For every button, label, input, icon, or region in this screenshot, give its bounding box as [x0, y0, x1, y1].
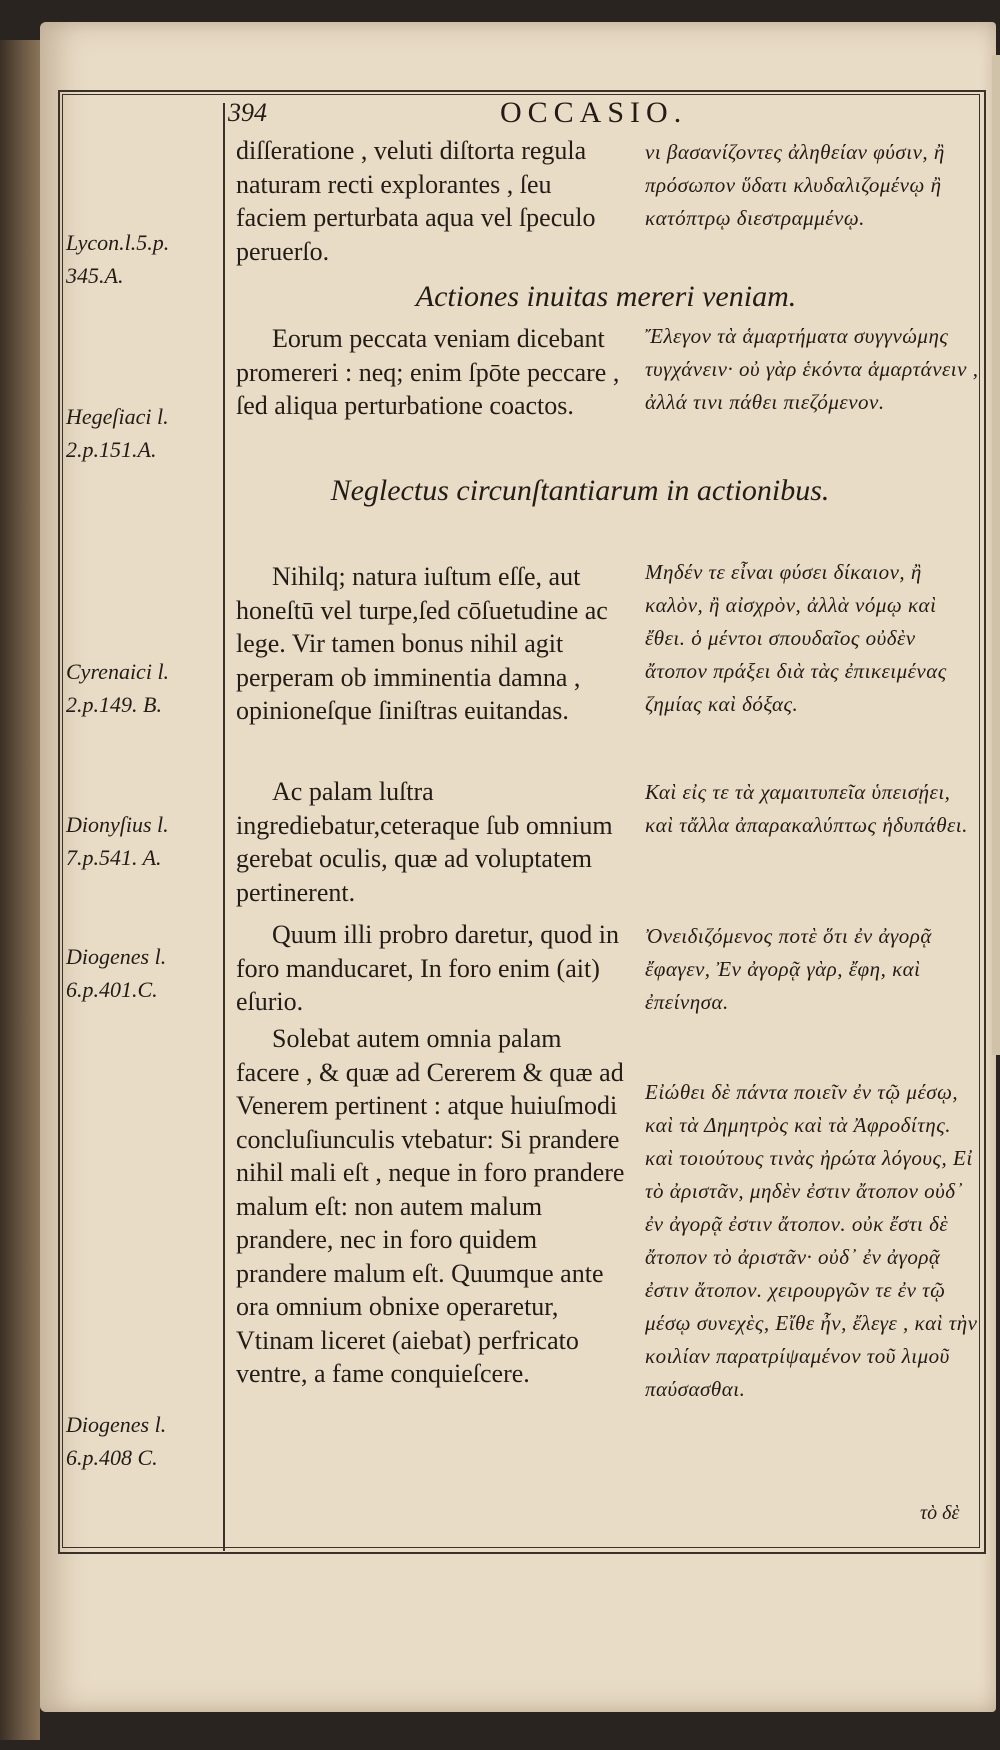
margin-reference: Diogenes l. 6.p.408 C. — [66, 1412, 167, 1470]
section-heading: Neglectus circunſtantiarum in actionibus. — [330, 474, 830, 507]
section-heading: Actiones inuitas mereri veniam. — [415, 280, 797, 313]
running-head: OCCASIO. — [500, 96, 688, 129]
latin-paragraph: diſſeratione , veluti diſtorta regula naturam recti explorantes , ſeu faciem perturbata aqua vel ſpeculo peruerſo. — [236, 136, 596, 266]
latin-paragraph: Nihilq; natura iuſtum eſſe, aut honeſtū vel turpe,ſed cōſuetudine ac lege. Vir tamen bonus nihil agit perperam ob imminentia damna , opinioneſque ſiniſtras euitandas. — [236, 562, 608, 725]
margin-rule — [223, 103, 225, 1551]
greek-paragraph: Ἔλεγον τὰ ἁμαρτήματα συγγνώμης τυγχάνειν· οὐ γὰρ ἑκόντα ἁμαρτάνειν , ἀλλά τινι πάθει πιεζόμενον. — [645, 324, 979, 414]
margin-reference: Cyrenaici l. 2.p.149. B. — [66, 659, 170, 717]
margin-reference: Hegeſiaci l. 2.p.151.A. — [66, 404, 169, 462]
margin-reference: Lycon.l.5.p. 345.A. — [66, 230, 170, 288]
margin-reference: Diogenes l. 6.p.401.C. — [66, 944, 167, 1002]
greek-paragraph: Ὀνειδιζόμενος ποτὲ ὅτι ἐν ἀγορᾷ ἔφαγεν, Ἐν ἀγορᾷ γὰρ, ἔφη, καὶ ἐπείνησα. — [645, 924, 932, 1014]
greek-paragraph: νι βασανίζοντες ἀληθείαν φύσιν, ἢ πρόσωπον ὕδατι κλυδαλιζομένῳ ἢ κατόπτρῳ διεστραμμένῳ. — [645, 140, 945, 230]
latin-paragraph: Ac palam luſtra ingrediebatur,ceteraque ſub omnium gerebat oculis, quæ ad voluptatem pertinerent. — [236, 777, 613, 907]
catchword: τὸ δὲ — [920, 1502, 960, 1524]
latin-paragraph: Eorum peccata veniam dicebant promereri : neq; enim ſpōte peccare , ſed aliqua perturbatione coactos. — [236, 324, 620, 420]
greek-paragraph: Εἰώθει δὲ πάντα ποιεῖν ἐν τῷ μέσῳ, καὶ τὰ Δημητρὸς καὶ τὰ Ἀφροδίτης. καὶ τοιούτους τινὰς ἠρώτα λόγους, Εἰ τὸ ἀριστᾶν, μηδὲν ἐστιν ἄτοπον οὐδ᾽ ἐν ἀγορᾷ ἐστιν ἄτοπον. οὐκ ἔστι δὲ ἄτοπον τὸ ἀριστᾶν· οὐδ᾽ ἐν ἀγορᾷ ἐστιν ἄτοπον. χειρουργῶν τε ἐν τῷ μέσῳ συνεχὲς, Εἴθε ἦν, ἔλεγε , καὶ τὴν κοιλίαν παρατρίψαμένον τοῦ λιμοῦ παύσασθαι. — [645, 1080, 978, 1401]
greek-paragraph: Καὶ εἰς τε τὰ χαμαιτυπεῖα ὑπεισῄει, καὶ τἄλλα ἀπαρακαλύπτως ἡδυπάθει. — [645, 780, 968, 837]
latin-paragraph: Quum illi probro daretur, quod in foro manducaret, In foro enim (ait) eſurio. — [236, 920, 620, 1016]
page-number: 394 — [228, 98, 267, 127]
greek-paragraph: Μηδέν τε εἶναι φύσει δίκαιον, ἢ καλὸν, ἢ αἰσχρὸν, ἀλλὰ νόμῳ καὶ ἔθει. ὁ μέντοι σπουδαῖος οὐδὲν ἄτοπον πράξει διὰ τὰς ἐπικειμένας ζημίας καὶ δόξας. — [645, 560, 947, 716]
page-tab — [992, 55, 1000, 1055]
margin-reference: Dionyſius l. 7.p.541. A. — [66, 812, 169, 870]
book-edge — [0, 40, 40, 1740]
latin-paragraph: Solebat autem omnia palam facere , & quæ ad Cererem & quæ ad Venerem pertinent : atque huiuſmodi concluſiunculis vtebatur: Si prandere nihil mali eſt , neque in foro prandere malum eſt: non autem malum prandere, nec in foro quidem prandere malum eſt. Quumque ante ora omnium obnixe operaretur, Vtinam liceret (aiebat) perfricato ventre, a fame conquieſcere. — [236, 1024, 625, 1388]
